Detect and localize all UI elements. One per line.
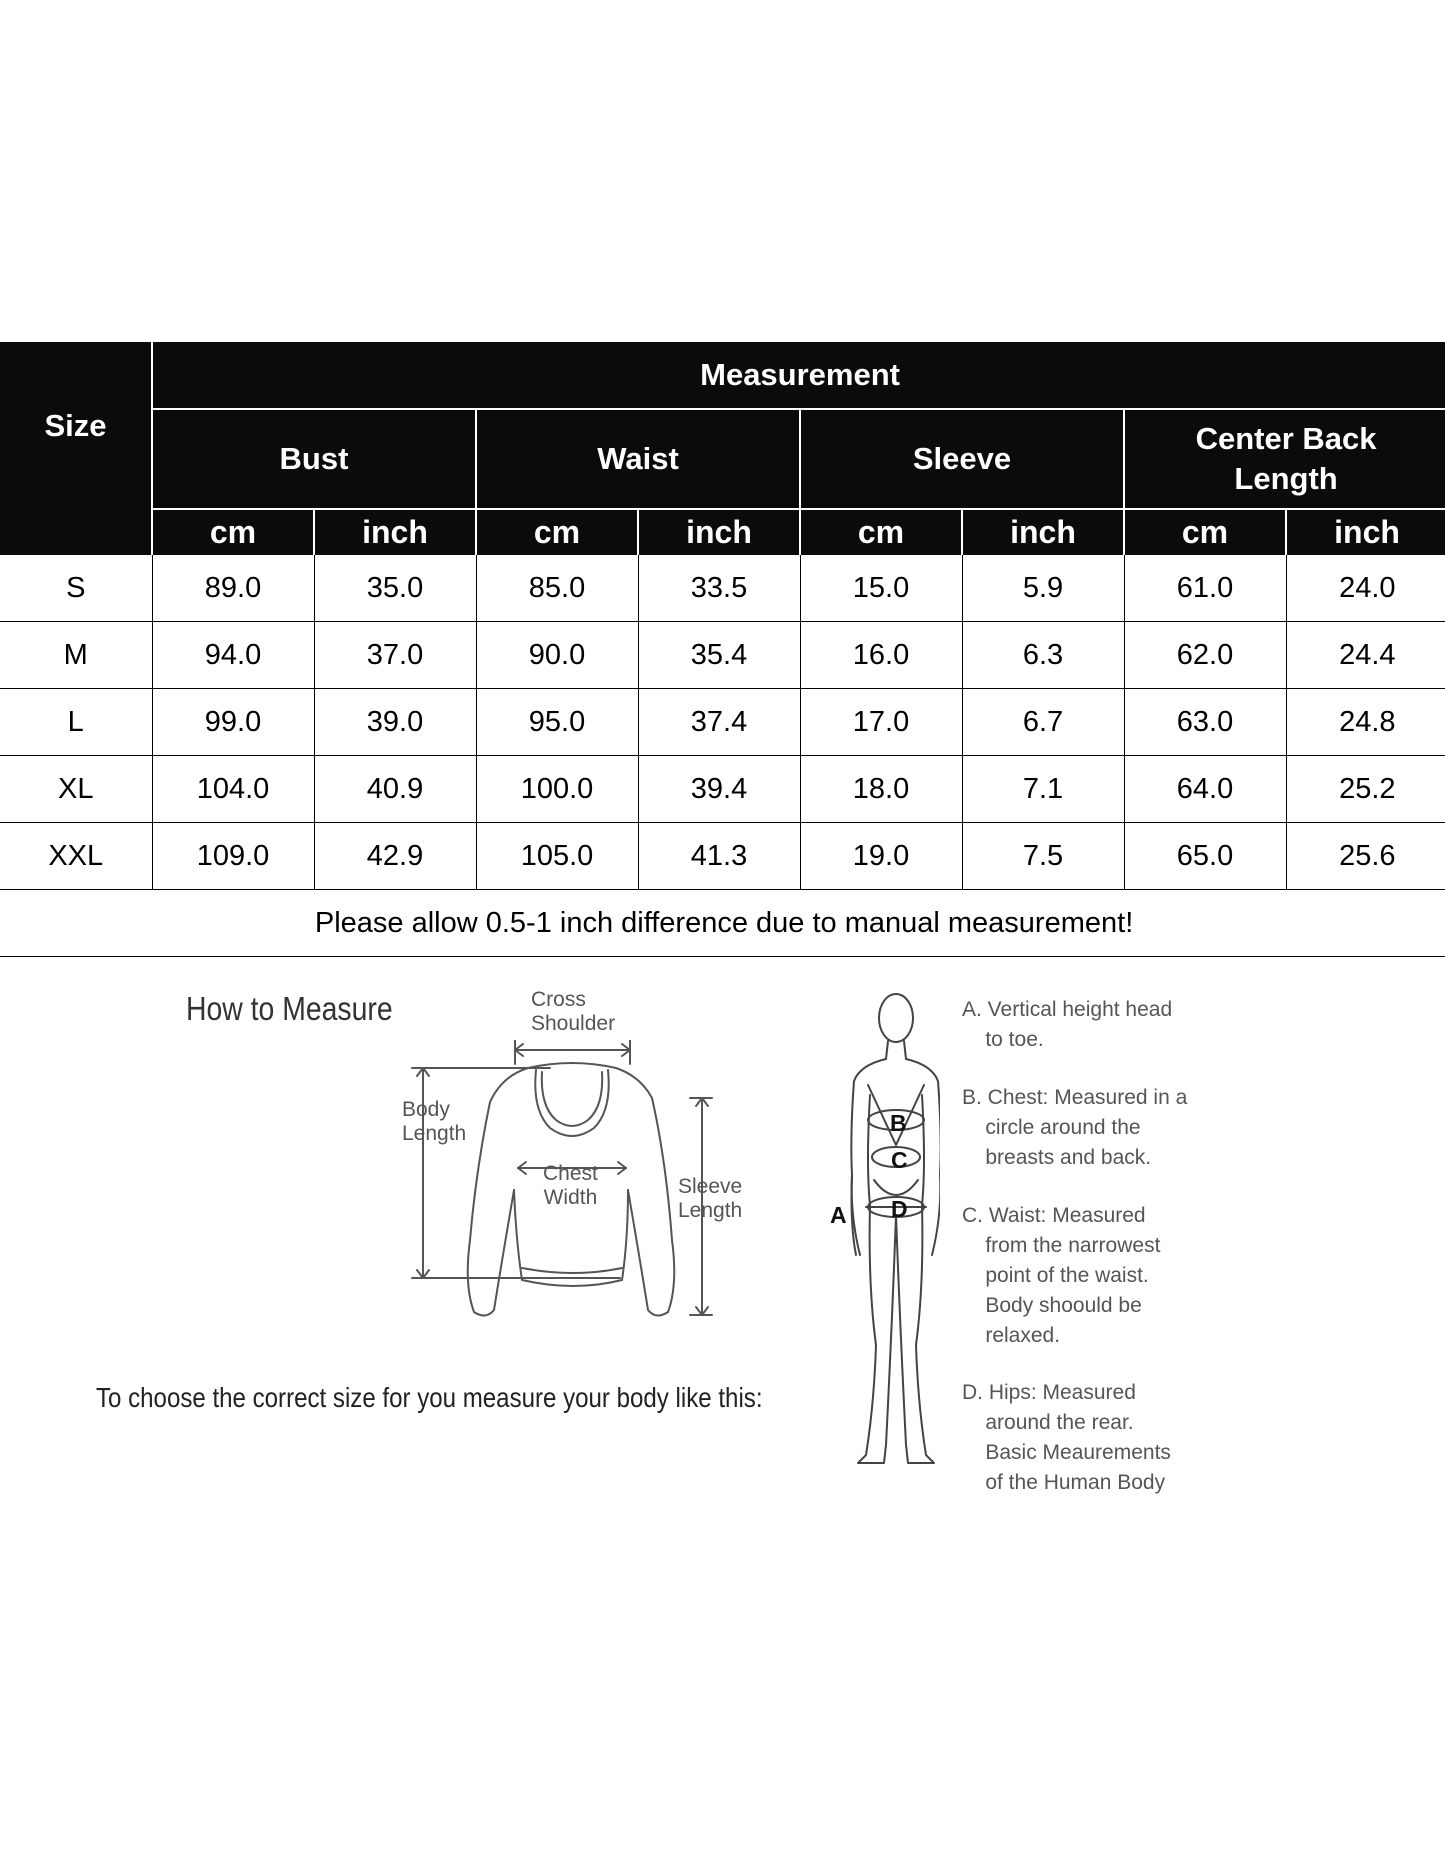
size-cell: M bbox=[0, 622, 152, 689]
value-cell: 109.0 bbox=[152, 823, 314, 890]
value-cell: 24.8 bbox=[1286, 689, 1445, 756]
value-cell: 85.0 bbox=[476, 555, 638, 622]
value-cell: 19.0 bbox=[800, 823, 962, 890]
size-header-spacer bbox=[0, 509, 152, 555]
table-row bbox=[0, 622, 1445, 689]
note-row bbox=[0, 890, 1445, 957]
unit-header: inch bbox=[1286, 509, 1445, 555]
value-cell: 37.0 bbox=[314, 622, 476, 689]
value-cell: 100.0 bbox=[476, 756, 638, 823]
value-cell: 35.4 bbox=[638, 622, 800, 689]
value-cell: 7.5 bbox=[962, 823, 1124, 890]
measure-instruction: To choose the correct size for you measure your body like this: bbox=[96, 1382, 763, 1413]
value-cell: 37.4 bbox=[638, 689, 800, 756]
value-cell: 17.0 bbox=[800, 689, 962, 756]
bust-header: Bust bbox=[152, 409, 476, 509]
note-d: D. Hips: Measured around the rear. Basic Meaurements of the Human Body bbox=[962, 1381, 1171, 1494]
value-cell: 65.0 bbox=[1124, 823, 1286, 890]
human-body-diagram bbox=[820, 985, 940, 1475]
value-cell: 42.9 bbox=[314, 823, 476, 890]
value-cell: 25.6 bbox=[1286, 823, 1445, 890]
value-cell: 5.9 bbox=[962, 555, 1124, 622]
table-row bbox=[0, 823, 1445, 890]
unit-header: cm bbox=[152, 509, 314, 555]
letter-d: D bbox=[891, 1196, 908, 1222]
body-length-label: Body Length bbox=[402, 1098, 467, 1145]
value-cell: 90.0 bbox=[476, 622, 638, 689]
center-back-length-header: Center Back Length bbox=[1124, 409, 1445, 509]
value-cell: 105.0 bbox=[476, 823, 638, 890]
value-cell: 40.9 bbox=[314, 756, 476, 823]
value-cell: 6.3 bbox=[962, 622, 1124, 689]
value-cell: 33.5 bbox=[638, 555, 800, 622]
unit-header: cm bbox=[476, 509, 638, 555]
unit-header: inch bbox=[962, 509, 1124, 555]
value-cell: 16.0 bbox=[800, 622, 962, 689]
sleeve-header: Sleeve bbox=[800, 409, 1124, 509]
value-cell: 41.3 bbox=[638, 823, 800, 890]
value-cell: 24.0 bbox=[1286, 555, 1445, 622]
value-cell: 18.0 bbox=[800, 756, 962, 823]
value-cell: 39.0 bbox=[314, 689, 476, 756]
cross-shoulder-label: Cross Shoulder bbox=[531, 988, 616, 1035]
value-cell: 62.0 bbox=[1124, 622, 1286, 689]
value-cell: 7.1 bbox=[962, 756, 1124, 823]
measurement-note: Please allow 0.5-1 inch difference due to manual measurement! bbox=[0, 890, 1445, 957]
how-to-measure-title: How to Measure bbox=[186, 990, 393, 1027]
unit-header: inch bbox=[314, 509, 476, 555]
measurement-header: Measurement bbox=[152, 342, 1445, 409]
chest-width-label: Chest Width bbox=[543, 1162, 598, 1209]
value-cell: 15.0 bbox=[800, 555, 962, 622]
value-cell: 39.4 bbox=[638, 756, 800, 823]
letter-a: A bbox=[830, 1202, 847, 1228]
letter-c: C bbox=[891, 1147, 908, 1173]
letter-b: B bbox=[890, 1110, 907, 1136]
value-cell: 61.0 bbox=[1124, 555, 1286, 622]
unit-header: inch bbox=[638, 509, 800, 555]
note-b: B. Chest: Measured in a circle around the breasts and back. bbox=[962, 1086, 1188, 1169]
note-c: C. Waist: Measured from the narrowest point of the waist. Body shoould be relaxed. bbox=[962, 1204, 1161, 1347]
table-body bbox=[0, 555, 1445, 957]
value-cell: 94.0 bbox=[152, 622, 314, 689]
value-cell: 104.0 bbox=[152, 756, 314, 823]
note-a: A. Vertical height head to toe. bbox=[962, 998, 1173, 1051]
table-row bbox=[0, 756, 1445, 823]
value-cell: 24.4 bbox=[1286, 622, 1445, 689]
value-cell: 63.0 bbox=[1124, 689, 1286, 756]
unit-header: cm bbox=[1124, 509, 1286, 555]
value-cell: 99.0 bbox=[152, 689, 314, 756]
size-cell: XL bbox=[0, 756, 152, 823]
waist-header: Waist bbox=[476, 409, 800, 509]
size-cell: S bbox=[0, 555, 152, 622]
unit-header: cm bbox=[800, 509, 962, 555]
table-row bbox=[0, 689, 1445, 756]
size-cell: XXL bbox=[0, 823, 152, 890]
value-cell: 6.7 bbox=[962, 689, 1124, 756]
value-cell: 89.0 bbox=[152, 555, 314, 622]
value-cell: 35.0 bbox=[314, 555, 476, 622]
value-cell: 95.0 bbox=[476, 689, 638, 756]
size-header: Size bbox=[0, 342, 152, 509]
table-row bbox=[0, 555, 1445, 622]
value-cell: 25.2 bbox=[1286, 756, 1445, 823]
size-chart-table bbox=[0, 342, 1445, 957]
size-cell: L bbox=[0, 689, 152, 756]
sleeve-length-label: Sleeve Length bbox=[678, 1175, 743, 1222]
value-cell: 64.0 bbox=[1124, 756, 1286, 823]
